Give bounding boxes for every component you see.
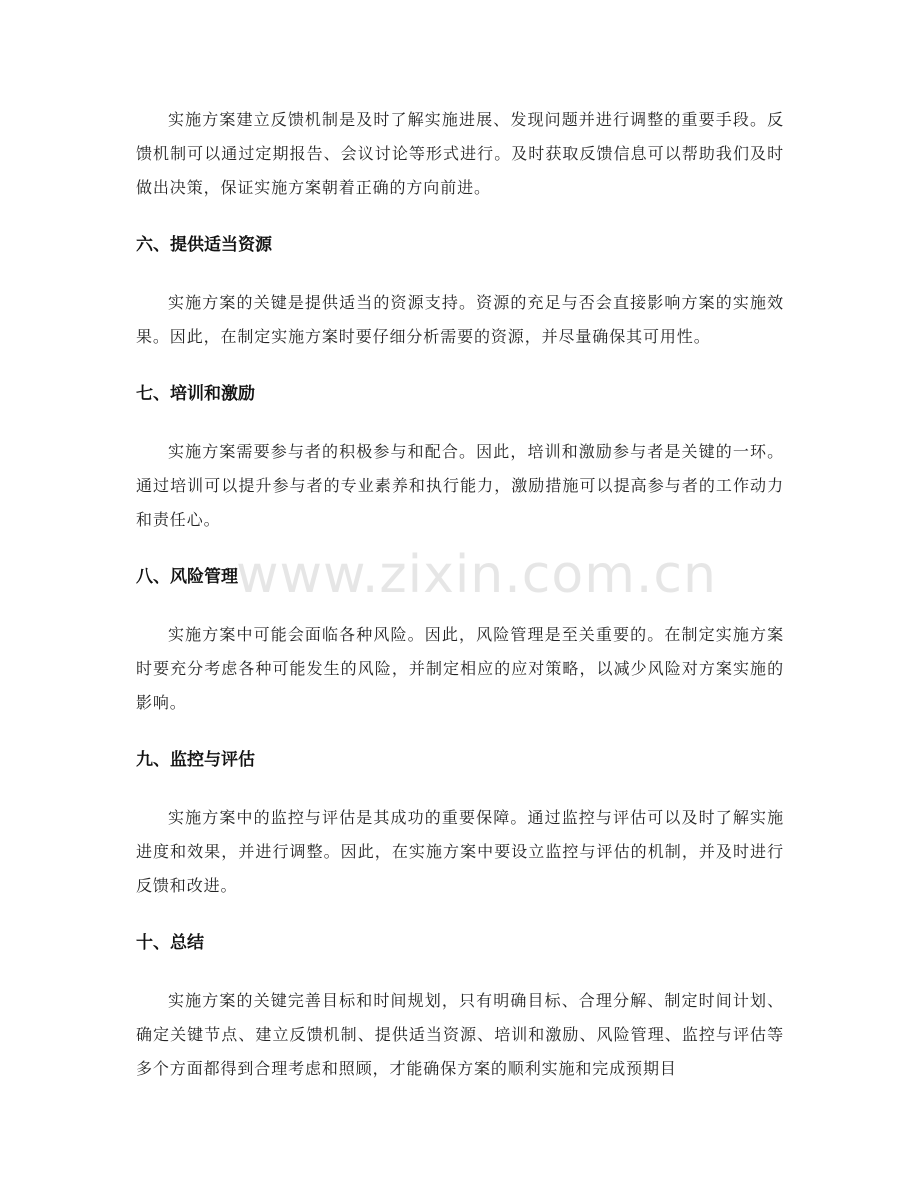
paragraph-risk: 实施方案中可能会面临各种风险。因此，风险管理是至关重要的。在制定实施方案时要充分考虑各种可能发生的风险，并制定相应的应对策略，以减少风险对方案实施的影响。 [136,625,784,712]
paragraph-summary: 实施方案的关键完善目标和时间规划，只有明确目标、合理分解、制定时间计划、确定关键节点、建立反馈机制、提供适当资源、培训和激励、风险管理、监控与评估等多个方面都得到合理考虑和照顾，才能确保方案的顺利实施和完成预期目 [136,991,784,1078]
heading-summary: 十、总结 [136,933,204,953]
paragraph-monitoring: 实施方案中的监控与评估是其成功的重要保障。通过监控与评估可以及时了解实施进度和效果，并进行调整。因此，在实施方案中要设立监控与评估的机制，并及时进行反馈和改进。 [136,808,784,895]
heading-training: 七、培训和激励 [136,384,255,404]
watermark: www.zixin.com.cn [236,545,717,605]
heading-monitoring: 九、监控与评估 [136,750,255,770]
paragraph-resources: 实施方案的关键是提供适当的资源支持。资源的充足与否会直接影响方案的实施效果。因此，在制定实施方案时要仔细分析需要的资源，并尽量确保其可用性。 [136,293,784,346]
heading-risk: 八、风险管理 [136,567,238,587]
document-body [136,103,784,1086]
paragraph-training: 实施方案需要参与者的积极参与和配合。因此，培训和激励参与者是关键的一环。通过培训可以提升参与者的专业素养和执行能力，激励措施可以提高参与者的工作动力和责任心。 [136,442,784,529]
paragraph-feedback: 实施方案建立反馈机制是及时了解实施进展、发现问题并进行调整的重要手段。反馈机制可以通过定期报告、会议讨论等形式进行。及时获取反馈信息可以帮助我们及时做出决策，保证实施方案朝着正确的方向前进。 [136,110,784,197]
heading-resources: 六、提供适当资源 [136,235,272,255]
